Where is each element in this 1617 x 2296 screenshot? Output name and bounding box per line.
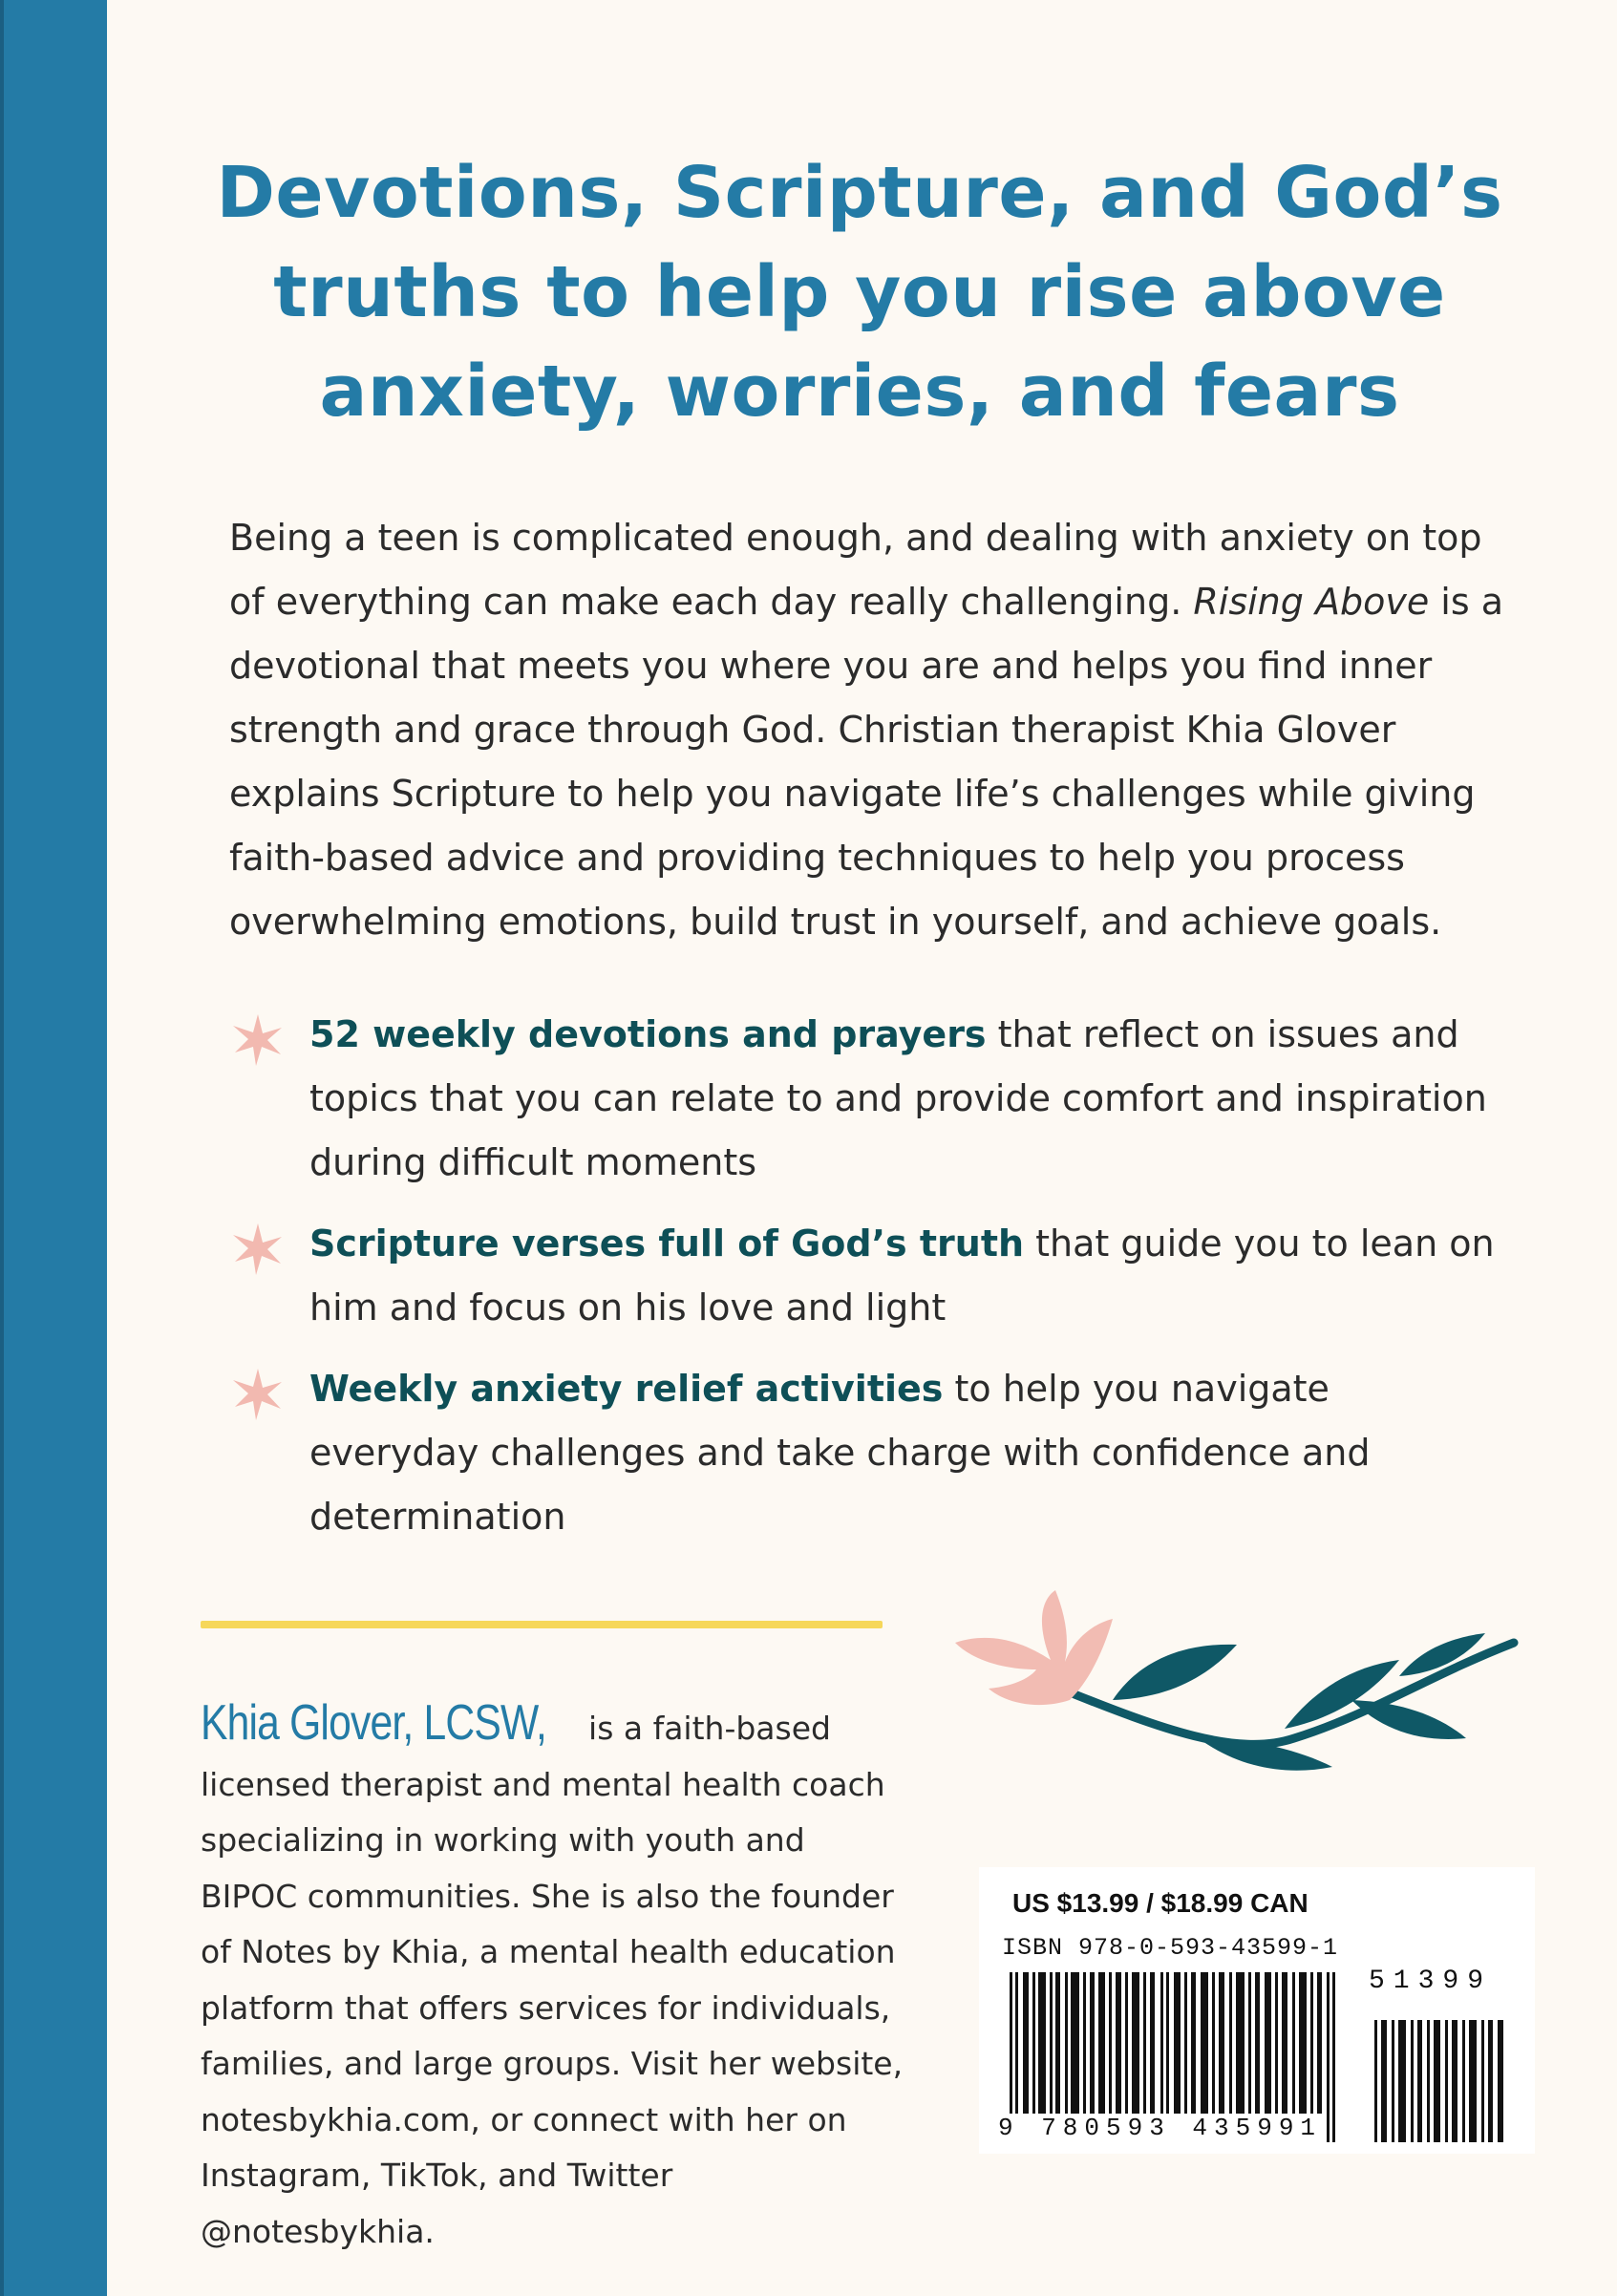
divider-rule — [201, 1621, 883, 1628]
intro-text-end: is a devotional that meets you where you are and helps you find inner strength and grace through God. Christian therapist Khia Glover explains Scripture to help you navigate life’s challenges while giving faith-based advice and providing techniques to help you process overwhelming emotions, build trust in yourself, and achieve goals. — [229, 581, 1504, 943]
intro-text-start: Being a teen is complicated enough, and dealing with anxiety on top of everything can make each day really challenging. — [229, 517, 1482, 623]
starburst-icon — [229, 1220, 287, 1277]
feature-bold: Scripture verses full of God’s truth — [309, 1222, 1025, 1265]
isbn-label: ISBN 978-0-593-43599-1 — [1002, 1934, 1339, 1962]
feature-item-activities — [229, 1357, 1509, 1549]
flower-branch-icon — [950, 1585, 1523, 1776]
book-title: Rising Above — [1193, 581, 1430, 623]
cover-spine-band — [0, 0, 107, 2296]
author-name: Khia Glover, LCSW, — [201, 1695, 547, 1751]
addon-digits: 51399 — [1369, 1966, 1493, 1996]
headline-line-3: anxiety, worries, and fears — [319, 351, 1400, 433]
feature-item-scripture — [229, 1212, 1509, 1340]
spine-edge — [0, 0, 4, 2296]
headline — [172, 143, 1547, 441]
feature-item-devotions — [229, 1003, 1509, 1195]
feature-text: that reflect on issues and topics that you can relate to and provide comfort and inspiration during difficult moments — [309, 1013, 1487, 1183]
intro-paragraph — [229, 506, 1509, 954]
feature-text: that guide you to lean on him and focus on his love and light — [309, 1222, 1495, 1329]
barcode-panel — [979, 1867, 1535, 2154]
feature-bold: 52 weekly devotions and prayers — [309, 1013, 987, 1055]
starburst-icon — [229, 1365, 287, 1422]
author-bio — [201, 1695, 907, 2260]
barcode-digits: 9 780593 435991 — [998, 2114, 1323, 2142]
price-addon-barcode — [1361, 1982, 1514, 2142]
starburst-icon — [229, 1010, 287, 1068]
feature-list — [229, 1003, 1509, 1566]
author-bio-text: is a faith-based licensed therapist and mental health coach specializing in working with youth and BIPOC communities. She is also the founder of Notes by Khia, a mental health education platform that offers services for individuals, families, and large groups. Visit her website, notesbykhia.com, or connect with her on Instagram, TikTok, and Twitter @notesbykhia. — [201, 1710, 904, 2250]
price-label: US $13.99 / $18.99 CAN — [1012, 1888, 1308, 1918]
headline-line-2: truths to help you rise above — [273, 251, 1446, 333]
feature-bold: Weekly anxiety relief activities — [309, 1368, 944, 1410]
feature-text: to help you navigate everyday challenges and take charge with confidence and determination — [309, 1368, 1371, 1538]
headline-line-1: Devotions, Scripture, and God’s — [216, 152, 1503, 234]
